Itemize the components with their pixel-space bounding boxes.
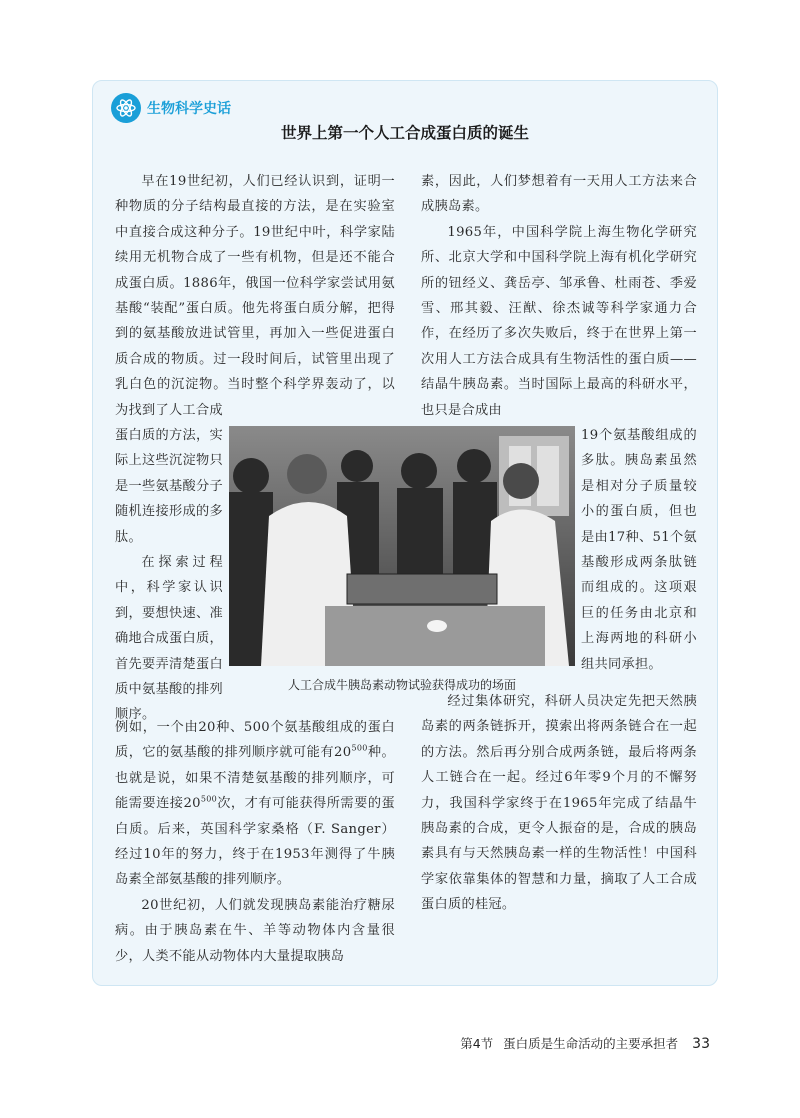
- lab-photo: [229, 426, 575, 666]
- paragraph: 19个氨基酸组成的多肽。胰岛素虽然是相对分子质量较小的蛋白质，但也是由17种、51个氨基酸形成两条肽链而组成的。这项艰巨的任务由北京和上海两地的科研小组共同承担。: [581, 428, 697, 672]
- paragraph: 在探索过程中，科学家认识到，要想快速、准确地合成蛋白质，首先要弄清楚蛋白质中氨基酸的排列顺序。: [115, 555, 223, 723]
- text-run: 例如，一个由20种、500个氨基酸组成的蛋白质，它的氨基酸的排列顺序就可能有20: [115, 720, 395, 761]
- paragraph: 20世纪初，人们就发现胰岛素能治疗糖尿病。由于胰岛素在牛、羊等动物体内含量很少，人类不能从动物体内大量提取胰岛: [115, 897, 395, 964]
- history-box: [92, 80, 718, 986]
- badge-label: 生物科学史话: [147, 101, 231, 117]
- text-run: 次，才有可能获得所需要的蛋白质。后来，英国科学家桑格（F. Sanger）经过10年的努力，终于在1953年测得了牛胰岛素全部氨基酸的排列顺序。: [115, 796, 395, 888]
- footer-title: 蛋白质是生命活动的主要承担者: [503, 1036, 679, 1051]
- paragraph: 蛋白质的方法，实际上这些沉淀物只是一些氨基酸分子随机连接形成的多肽。: [115, 428, 223, 545]
- superscript: 500: [200, 794, 218, 804]
- text-run: 种。也就是说，如果不清楚氨基酸的排列顺序，可能需要连接20: [115, 745, 395, 812]
- right-narrow-column: [581, 423, 697, 677]
- right-column-bottom: [421, 689, 697, 918]
- left-narrow-column: [115, 423, 223, 728]
- paragraph: 经过集体研究，科研人员决定先把天然胰岛素的两条链拆开，摸索出将两条链合在一起的方法。然后再分别合成两条链，最后将两条人工链合在一起。经过6年零9个月的不懈努力，我国科学家终于在1965年完成了结晶牛胰岛素的合成，更令人振奋的是，合成的胰岛素具有与天然胰岛素一样的生物活性！中国科学家依靠集体的智慧和力量，摘取了人工合成蛋白质的桂冠。: [421, 694, 697, 913]
- paragraph: [115, 715, 395, 893]
- article-title: 世界上第一个人工合成蛋白质的诞生: [280, 124, 529, 142]
- left-column-bottom: [115, 715, 395, 969]
- page-footer: [460, 1034, 710, 1052]
- left-column-top: [115, 169, 395, 423]
- page-number: 33: [692, 1036, 710, 1052]
- atom-icon: [111, 93, 141, 123]
- footer-section: 第4节: [460, 1036, 494, 1051]
- paragraph: 素，因此，人们梦想着有一天用人工方法来合成胰岛素。: [421, 174, 697, 215]
- superscript: 500: [351, 744, 368, 754]
- photo-caption: 人工合成牛胰岛素动物试验获得成功的场面: [287, 678, 516, 692]
- paragraph: 1965年，中国科学院上海生物化学研究所、北京大学和中国科学院上海有机化学研究所的钮经义、龚岳亭、邹承鲁、杜雨苍、季爱雪、邢其毅、汪猷、徐杰诚等科学家通力合作，在经历了多次失败后，终于在世界上第一次用人工方法合成具有生物活性的蛋白质——结晶牛胰岛素。当时国际上最高的科研水平，也只是合成由: [421, 224, 697, 418]
- section-badge: [111, 93, 231, 123]
- right-column-top: [421, 169, 697, 423]
- paragraph: 早在19世纪初，人们已经认识到，证明一种物质的分子结构最直接的方法，是在实验室中直接合成这种分子。19世纪中叶，科学家陆续用无机物合成了一些有机物，但是还不能合成蛋白质。1886年，俄国一位科学家尝试用氨基酸“装配”蛋白质。他先将蛋白质分解，把得到的氨基酸放进试管里，再加入一些促进蛋白质合成的物质。过一段时间后，试管里出现了乳白色的沉淀物。当时整个科学界轰动了，以为找到了人工合成: [115, 174, 395, 418]
